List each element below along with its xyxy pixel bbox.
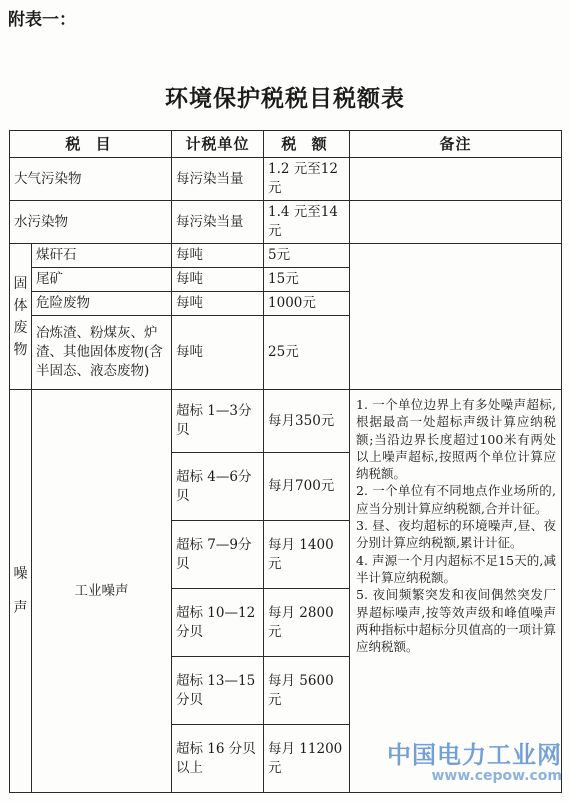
header-unit: 计税单位 <box>172 131 264 158</box>
water-unit: 每污染当量 <box>172 201 264 244</box>
header-item: 税 目 <box>10 131 172 158</box>
note-paragraph: 2. 一个单位有不同地点作业场所的,应当分别计算应纳税额,合并计征。 <box>356 483 557 516</box>
noise-level-amount: 每月350元 <box>264 390 350 453</box>
noise-notes <box>350 390 562 793</box>
solid-waste-category: 固 体 废 物 <box>10 244 32 390</box>
solid-note <box>350 244 562 390</box>
solid-item-name: 尾矿 <box>32 268 172 292</box>
air-note <box>350 158 562 201</box>
noise-level-unit: 超标 1—3分贝 <box>172 390 264 453</box>
solid-item-name: 冶炼渣、粉煤灰、炉渣、其他固体废物(含半固态、液态废物) <box>32 316 172 390</box>
note-paragraph: 3. 昼、夜均超标的环境噪声,昼、夜分别计算应纳税额,累计计征。 <box>356 518 557 551</box>
noise-subcategory: 工业噪声 <box>32 390 172 793</box>
page-title: 环境保护税税目税额表 <box>165 86 405 112</box>
water-name: 水污染物 <box>10 201 172 244</box>
table-row <box>10 244 562 268</box>
noise-level-unit: 超标 13—15分贝 <box>172 657 264 725</box>
watermark-url: www.cepow.com <box>431 768 562 784</box>
noise-level-unit: 超标 7—9分贝 <box>172 521 264 589</box>
air-name: 大气污染物 <box>10 158 172 201</box>
solid-item-unit: 每吨 <box>172 316 264 390</box>
note-paragraph: 1. 一个单位边界上有多处噪声超标,根据最高一处超标声级计算应纳税额;当沿边界长度超过100米有两处以上噪声超标,按照两个单位计算应纳税额。 <box>356 397 557 482</box>
table-row <box>10 201 562 244</box>
solid-item-amount: 1000元 <box>264 292 350 316</box>
note-paragraph: 4. 声源一个月内超标不足15天的,减半计算应纳税额。 <box>356 552 557 585</box>
header-row <box>10 131 562 158</box>
table-row <box>10 390 562 453</box>
header-amount: 税 额 <box>264 131 350 158</box>
tax-table <box>9 130 562 793</box>
solid-item-unit: 每吨 <box>172 244 264 268</box>
air-unit: 每污染当量 <box>172 158 264 201</box>
table-row <box>10 158 562 201</box>
solid-item-unit: 每吨 <box>172 292 264 316</box>
solid-item-amount: 15元 <box>264 268 350 292</box>
water-note <box>350 201 562 244</box>
noise-level-unit: 超标 4—6分贝 <box>172 453 264 521</box>
noise-level-amount: 每月700元 <box>264 453 350 521</box>
solid-item-name: 危险废物 <box>32 292 172 316</box>
solid-item-name: 煤矸石 <box>32 244 172 268</box>
noise-level-amount: 每月 1400元 <box>264 521 350 589</box>
water-amount: 1.4 元至14元 <box>264 201 350 244</box>
noise-level-amount: 每月 11200元 <box>264 725 350 793</box>
noise-category: 噪 声 <box>10 390 32 793</box>
solid-item-amount: 5元 <box>264 244 350 268</box>
air-amount: 1.2 元至12元 <box>264 158 350 201</box>
header-note: 备注 <box>350 131 562 158</box>
noise-level-amount: 每月 5600元 <box>264 657 350 725</box>
solid-item-unit: 每吨 <box>172 268 264 292</box>
noise-level-unit: 超标 16 分贝以上 <box>172 725 264 793</box>
note-paragraph: 5. 夜间频繁突发和夜间偶然突发厂界超标噪声,按等效声级和峰值噪声两种指标中超标分贝值高的一项计算应纳税额。 <box>356 587 557 655</box>
noise-level-amount: 每月 2800元 <box>264 589 350 657</box>
appendix-heading: 附表一： <box>8 10 76 30</box>
noise-level-unit: 超标 10—12分贝 <box>172 589 264 657</box>
watermark-text: 中国电力工业网 <box>387 741 562 769</box>
solid-item-amount: 25元 <box>264 316 350 390</box>
